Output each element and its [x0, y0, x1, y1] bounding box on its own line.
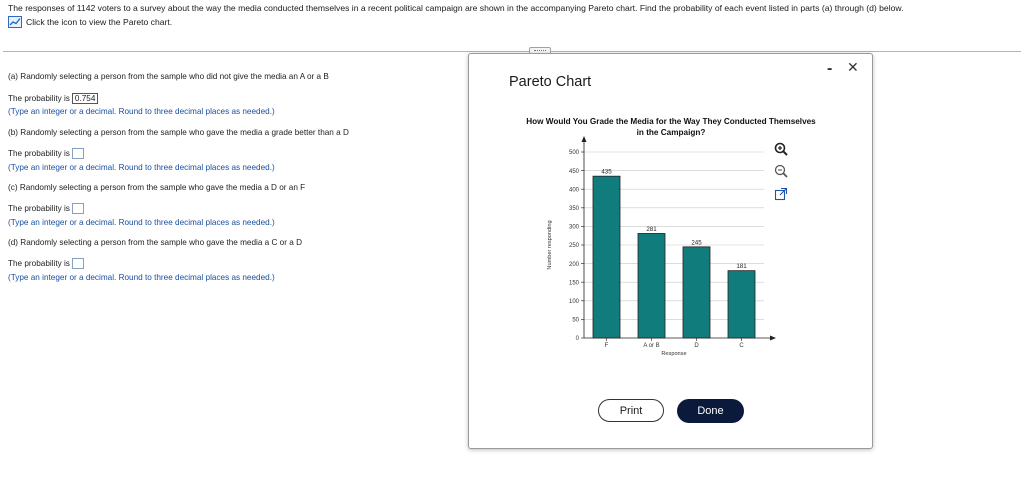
answer-input-b[interactable]: [72, 148, 84, 159]
chart-title-line-2: in the Campaign?: [636, 128, 706, 137]
bar-value-label: 435: [601, 168, 612, 176]
x-tick-label: D: [694, 343, 699, 349]
x-tick-label: F: [604, 343, 609, 349]
hint-c: (Type an integer or a decimal. Round to three decimal places as needed.): [8, 218, 275, 227]
y-tick-label: 200: [568, 261, 579, 268]
zoom-in-icon[interactable]: [776, 144, 788, 156]
y-tick-label: 50: [572, 317, 579, 324]
y-tick-label: 300: [568, 224, 579, 231]
x-tick-label: A or B: [643, 343, 660, 349]
view-chart-link[interactable]: [8, 16, 172, 28]
pareto-chart: [469, 54, 872, 384]
probability-row-c: [8, 203, 84, 214]
bar-value-label: 245: [691, 239, 702, 247]
y-tick-label: 100: [568, 299, 579, 305]
print-button[interactable]: Print: [598, 399, 664, 422]
question-part-c: (c) Randomly selecting a person from the sample who gave the media a D or an F: [8, 183, 306, 192]
bar-f: [593, 176, 620, 338]
answer-input-a[interactable]: 0.754: [72, 93, 99, 104]
x-tick-label: C: [739, 343, 744, 349]
probability-row-b: [8, 148, 84, 159]
y-tick-label: 250: [568, 243, 579, 250]
chart-title-line-1: How Would You Grade the Media for the Way They Conducted Themselves: [526, 117, 816, 126]
chart-line-icon[interactable]: [8, 16, 22, 28]
question-intro: The responses of 1142 voters to a survey about the way the media conducted themselves in a recent political campaign are shown in the accompanying Pareto chart. Find the probability of each event listed in parts (a) through (d) below.: [8, 3, 904, 13]
pareto-chart-modal: [468, 53, 873, 449]
done-button[interactable]: Done: [677, 399, 744, 423]
probability-label-d: The probability is: [8, 259, 70, 268]
question-part-a: (a) Randomly selecting a person from the sample who did not give the media an A or a B: [8, 72, 329, 81]
probability-label-a: The probability is: [8, 94, 70, 103]
answer-input-c[interactable]: [72, 203, 84, 214]
probability-row-a: [8, 93, 98, 104]
probability-row-d: [8, 258, 84, 269]
y-tick-label: 400: [568, 187, 579, 194]
bar-c: [728, 271, 755, 338]
y-tick-label: 500: [568, 150, 579, 157]
bar-value-label: 281: [646, 225, 657, 233]
close-button[interactable]: ✕: [847, 59, 859, 75]
modal-title: Pareto Chart: [509, 74, 592, 90]
divider: [3, 51, 1021, 52]
y-axis-title: Number responding: [547, 220, 553, 270]
y-tick-label: 0: [575, 336, 579, 343]
y-tick-label: 450: [568, 168, 579, 175]
view-chart-link-label[interactable]: Click the icon to view the Pareto chart.: [26, 17, 173, 27]
hint-a: (Type an integer or a decimal. Round to three decimal places as needed.): [8, 107, 275, 116]
open-external-icon[interactable]: [776, 189, 787, 200]
answer-input-d[interactable]: [72, 258, 84, 269]
probability-label-c: The probability is: [8, 204, 70, 213]
bar-value-label: 181: [736, 263, 747, 271]
bar-d: [683, 247, 710, 338]
question-part-d: (d) Randomly selecting a person from the sample who gave the media a C or a D: [8, 238, 302, 247]
y-axis-arrow: [582, 136, 587, 142]
zoom-out-icon[interactable]: [776, 166, 788, 178]
question-part-b: (b) Randomly selecting a person from the sample who gave the media a grade better than a D: [8, 128, 349, 137]
x-axis-title: Response: [661, 351, 687, 357]
probability-label-b: The probability is: [8, 149, 70, 158]
hint-d: (Type an integer or a decimal. Round to three decimal places as needed.): [8, 273, 275, 282]
bar-a-or-b: [638, 233, 665, 338]
hint-b: (Type an integer or a decimal. Round to three decimal places as needed.): [8, 163, 275, 172]
y-tick-label: 350: [568, 206, 579, 212]
minimize-button[interactable]: -: [827, 60, 833, 77]
y-tick-label: 150: [568, 280, 579, 287]
x-axis-arrow: [770, 336, 776, 341]
